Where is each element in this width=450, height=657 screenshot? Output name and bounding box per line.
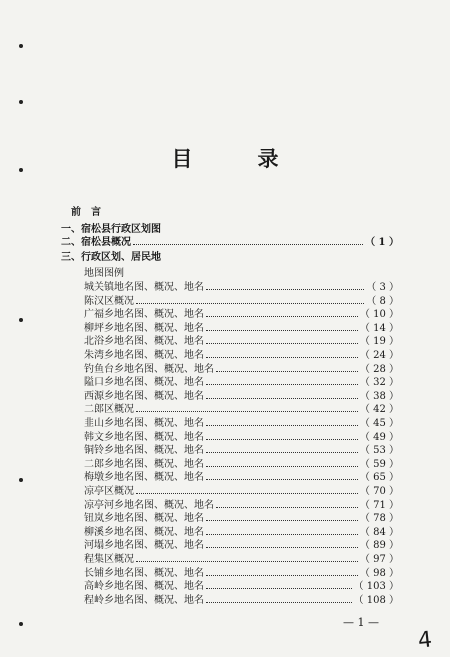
toc-entry-row[interactable]	[84, 416, 399, 431]
toc-entry-row[interactable]	[84, 511, 399, 526]
toc-page-number: （ 97 ）	[359, 554, 399, 565]
toc-page-number: （ 19 ）	[359, 336, 399, 347]
dot-leader	[206, 451, 358, 453]
dot-leader	[206, 288, 364, 290]
toc-entry-label: 铜铃乡地名图、概况、地名	[84, 445, 204, 456]
dot-leader	[136, 302, 364, 304]
toc-page-number: （ 28 ）	[359, 364, 399, 375]
preface-heading: 前 言	[71, 207, 101, 218]
margin-dot	[19, 44, 23, 48]
toc-page-number: （ 49 ）	[359, 432, 399, 443]
toc-entry-label: 北浴乡地名图、概况、地名	[84, 336, 204, 347]
dot-leader	[206, 533, 358, 535]
handwritten-note: 4	[416, 627, 434, 654]
margin-dot	[19, 478, 23, 482]
toc-entry-label: 河塌乡地名图、概况、地名	[84, 540, 204, 551]
toc-section-row[interactable]	[61, 235, 399, 250]
toc-entry-label: 二郎区概况	[84, 404, 134, 415]
toc-page-number: （ 65 ）	[359, 472, 399, 483]
dot-leader	[206, 465, 358, 467]
toc-page-number: （ 45 ）	[359, 418, 399, 429]
dot-leader	[136, 492, 358, 494]
dot-leader	[206, 424, 358, 426]
toc-section-row[interactable]	[61, 250, 399, 265]
toc-entry-label: 广福乡地名图、概况、地名	[84, 309, 204, 320]
dot-leader	[206, 383, 358, 385]
toc-entry-row[interactable]	[84, 348, 399, 363]
toc-entry-label: 凉亭区概况	[84, 486, 134, 497]
toc-entry-label: 韭山乡地名图、概况、地名	[84, 418, 204, 429]
toc-page-number: （ 38 ）	[359, 391, 399, 402]
toc-entry-label: 凉亭河乡地名图、概况、地名	[84, 500, 214, 511]
toc-page-number: （ 42 ）	[359, 404, 399, 415]
margin-dot	[19, 100, 23, 104]
toc-entry-label: 韩文乡地名图、概况、地名	[84, 432, 204, 443]
dot-leader	[206, 342, 358, 344]
toc-entry-label: 二郎乡地名图、概况、地名	[84, 459, 204, 470]
toc-section-label: 一、宿松县行政区划图	[61, 224, 161, 235]
dot-leader	[206, 438, 358, 440]
toc-page-number: （ 108 ）	[353, 595, 399, 606]
toc-entry-label: 程集区概况	[84, 554, 134, 565]
dot-leader	[206, 587, 352, 589]
toc-entry-label: 西源乡地名图、概况、地名	[84, 391, 204, 402]
dot-leader	[216, 506, 358, 508]
dot-leader	[133, 243, 363, 245]
toc-entry-label: 城关镇地名图、概况、地名	[84, 282, 204, 293]
toc-section-label: 二、宿松县概况	[61, 237, 131, 248]
toc-entry-row[interactable]	[84, 552, 399, 567]
toc-entry-label: 钓鱼台乡地名图、概况、地名	[84, 364, 214, 375]
toc-entry-label: 柳坪乡地名图、概况、地名	[84, 323, 204, 334]
toc-entry-label: 高岭乡地名图、概况、地名	[84, 581, 204, 592]
toc-page-number: （ 24 ）	[359, 350, 399, 361]
toc-entry-row[interactable]	[84, 470, 399, 485]
toc-entry-row[interactable]	[84, 593, 399, 608]
dot-leader	[206, 601, 352, 603]
toc-entry-label: 钮岚乡地名图、概况、地名	[84, 513, 204, 524]
toc-page-number: （ 71 ）	[359, 500, 399, 511]
toc-page-number: （ 103 ）	[353, 581, 399, 592]
dot-leader	[136, 560, 358, 562]
toc-entry-row[interactable]	[84, 280, 399, 295]
dot-leader	[216, 370, 358, 372]
toc-page-number: （ 78 ）	[359, 513, 399, 524]
toc-page-number: （ 53 ）	[359, 445, 399, 456]
toc-section-label: 三、行政区划、居民地	[61, 252, 161, 263]
toc-entry-row[interactable]	[84, 443, 399, 458]
toc-page-number: （ 89 ）	[359, 540, 399, 551]
toc-entry-label: 长铺乡地名图、概况、地名	[84, 568, 204, 579]
dot-leader	[206, 478, 358, 480]
toc-entry-label: 程岭乡地名图、概况、地名	[84, 595, 204, 606]
toc-page-number: （ 32 ）	[359, 377, 399, 388]
toc-page-number: （ 98 ）	[359, 568, 399, 579]
toc-entry-row[interactable]	[84, 402, 399, 417]
toc-entry-label: 柳溪乡地名图、概况、地名	[84, 527, 204, 538]
toc-page-number: （ 8 ）	[366, 296, 399, 307]
toc-entry-row[interactable]	[84, 307, 399, 322]
toc-entry-label: 隘口乡地名图、概况、地名	[84, 377, 204, 388]
toc-page-number: （ 59 ）	[359, 459, 399, 470]
dot-leader	[206, 315, 358, 317]
toc-entry-row[interactable]	[84, 579, 399, 594]
dot-leader	[206, 397, 358, 399]
toc-entry-row[interactable]	[84, 375, 399, 390]
page-number: — 1 —	[343, 616, 379, 629]
dot-leader	[136, 410, 358, 412]
toc-page-number: （ 84 ）	[359, 527, 399, 538]
margin-dot	[19, 622, 23, 626]
toc-entry-label: 梅墩乡地名图、概况、地名	[84, 472, 204, 483]
toc-page-number: （ 1 ）	[365, 237, 399, 248]
dot-leader	[206, 519, 358, 521]
legend-entry[interactable]: 地图图例	[84, 268, 124, 279]
toc-entry-label: 朱湾乡地名图、概况、地名	[84, 350, 204, 361]
toc-page-number: （ 14 ）	[359, 323, 399, 334]
toc-entry-row[interactable]	[84, 484, 399, 499]
page-title: 目 录	[171, 146, 301, 171]
dot-leader	[206, 574, 358, 576]
toc-entry-row[interactable]	[84, 538, 399, 553]
toc-page-number: （ 10 ）	[359, 309, 399, 320]
margin-dot	[19, 318, 23, 322]
dot-leader	[206, 356, 358, 358]
toc-page-number: （ 3 ）	[366, 282, 399, 293]
dot-leader	[206, 546, 358, 548]
toc-entry-row[interactable]	[84, 334, 399, 349]
toc-entry-label: 陈汉区概况	[84, 296, 134, 307]
toc-page-number: （ 70 ）	[359, 486, 399, 497]
dot-leader	[206, 329, 358, 331]
